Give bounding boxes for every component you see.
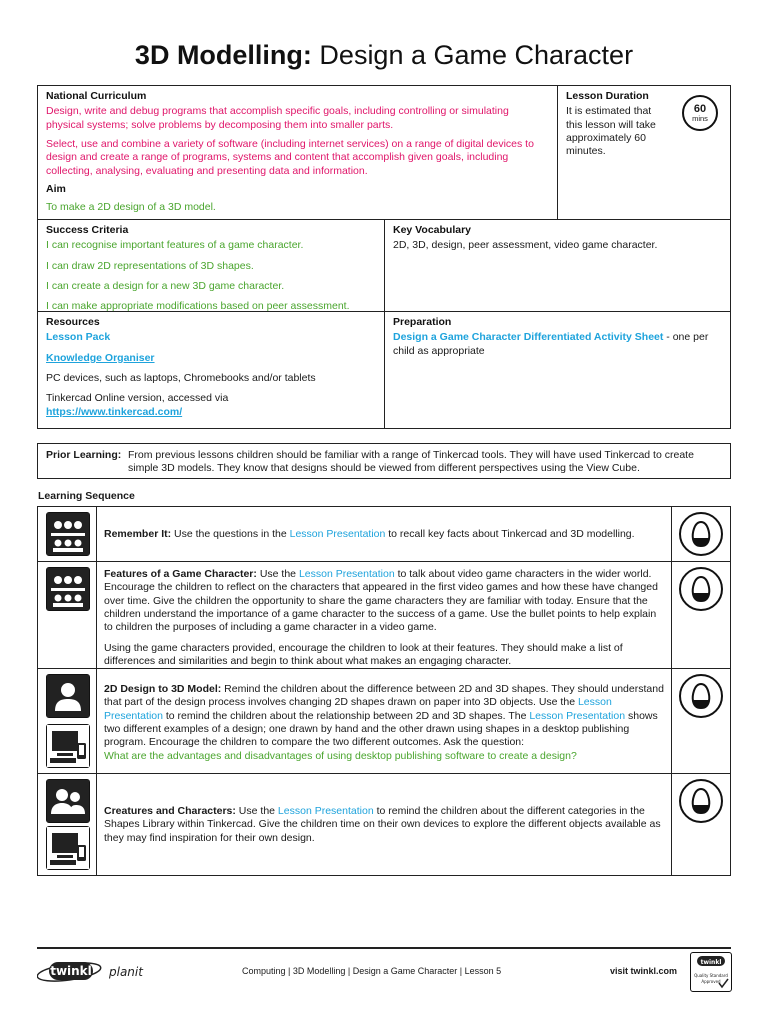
clock-icon — [682, 95, 718, 131]
lesson-duration-text: It is estimated that this lesson will take approximately 60 minutes. — [566, 105, 656, 158]
success-criterion: I can make appropriate modifications based on peer assessment. — [46, 300, 350, 313]
lesson-presentation-link[interactable]: Lesson Presentation — [298, 568, 395, 580]
egg-timer-icon — [679, 674, 723, 718]
step-text: to recall key facts about Tinkercad and 3D modelling. — [385, 528, 635, 540]
discussion-question: What are the advantages and disadvantages of using desktop publishing software to create a design? — [104, 749, 577, 762]
step-text: to talk about video game characters in the wider world. Encourage the children to reflect on the characters that appeared in the first video games and how these have changed over time. Give the children the opportunity to share the game characters they are familiar with today. Ensure that the children understand the importance of a game character to the success of a game. Use the bullet points to help explain to children the purposes of including a game character in a video game. — [104, 568, 658, 634]
logo-sub: planit — [109, 965, 143, 979]
preparation-rest: - one per child as appropriate — [393, 331, 709, 357]
title-rest: Design a Game Character — [311, 40, 634, 70]
lesson-duration-cell — [558, 86, 730, 219]
sequence-row — [38, 669, 730, 774]
success-criterion: I can create a design for a new 3D game character. — [46, 279, 285, 292]
svg-text:Quality Standard: Quality Standard — [694, 973, 728, 978]
learning-sequence-label: Learning Sequence — [38, 490, 135, 502]
success-criteria-cell — [38, 220, 384, 311]
key-vocabulary-cell — [385, 220, 730, 311]
egg-timer-icon — [679, 779, 723, 823]
lesson-presentation-link[interactable]: Lesson Presentation — [289, 528, 386, 540]
success-criteria-label: Success Criteria — [46, 224, 129, 236]
prior-learning-text: From previous lessons children should be familiar with a range of Tinkercad tools. They will have used Tinkercad to create simple 3D models. They know that designs should be viewed from different perspectives using the View Cube. — [128, 449, 694, 475]
twinkl-website-link[interactable]: visit twinkl.com — [610, 966, 678, 976]
curriculum-point-2: Select, use and combine a variety of software (including internet services) on a range of digital devices to design and create a range of programs, systems and content that accomplish given goals, including collecting, analysing, evaluating and presenting data and information. — [46, 137, 534, 177]
prior-learning-label: Prior Learning: — [46, 449, 122, 461]
lesson-pack-link[interactable]: Lesson Pack — [46, 331, 111, 344]
key-vocabulary-label: Key Vocabulary — [393, 224, 472, 236]
whole-class-icon — [46, 512, 90, 556]
knowledge-organiser-link[interactable]: Knowledge Organiser — [46, 351, 155, 364]
activity-sheet-link[interactable]: Design a Game Character Differentiated Activity Sheet — [393, 331, 664, 344]
twinkl-logo[interactable] — [37, 957, 167, 983]
resources-label: Resources — [46, 316, 100, 328]
aim-text: To make a 2D design of a 3D model. — [46, 201, 216, 214]
sequence-row — [38, 562, 730, 669]
step-title: Features of a Game Character: — [104, 568, 257, 580]
sequence-row — [38, 507, 730, 562]
national-curriculum-label: National Curriculum — [46, 90, 147, 102]
aim-label: Aim — [46, 182, 66, 195]
resources-cell — [38, 312, 384, 430]
devices-icon — [46, 826, 90, 870]
step-text: Remind the children about the difference between 2D and 3D shapes. They should understand that part of the design process involves changing 2D shapes drawn on paper into 3D objects. Use the — [104, 683, 664, 709]
step-title: Creatures and Characters: — [104, 805, 236, 817]
step-text: Use the — [235, 805, 278, 817]
lesson-duration-label: Lesson Duration — [566, 90, 649, 102]
svg-text:Approved: Approved — [701, 979, 721, 984]
individual-icon — [46, 674, 90, 718]
key-vocabulary-text: 2D, 3D, design, peer assessment, video game character. — [393, 239, 658, 252]
learning-sequence-table — [37, 506, 731, 876]
step-text: Using the game characters provided, encourage the children to look at their features. They should make a list of differences and similarities and begin to think about what makes an engaging character. — [104, 641, 623, 667]
whole-class-icon — [46, 567, 90, 611]
clock-number: 60 — [693, 103, 707, 115]
lesson-presentation-link[interactable]: Lesson Presentation — [529, 709, 626, 722]
step-text: Use the — [256, 568, 299, 580]
sequence-text — [104, 683, 664, 763]
preparation-cell — [385, 312, 730, 430]
resources-tinkercad: Tinkercad Online version, accessed via — [46, 392, 229, 405]
curriculum-point-1: Design, write and debug programs that accomplish specific goals, including controlling or simulating physical systems; solve problems by decomposing them into smaller parts. — [46, 105, 509, 131]
step-text: Use the questions in the — [171, 528, 290, 540]
clock-unit: mins — [692, 114, 708, 123]
prior-learning-box — [37, 443, 731, 479]
success-criterion: I can recognise important features of a game character. — [46, 239, 304, 252]
sequence-text — [104, 805, 664, 845]
step-title: Remember It: — [104, 528, 172, 540]
preparation-text — [393, 331, 722, 358]
badge-logo-text: twinkl — [700, 959, 722, 966]
step-text: to remind the children about the different categories in the Shapes Library within Tinkercad. Give the children time on their own devices to explore the different objects available as they may find inspiration for their own design. — [104, 805, 661, 844]
step-text: to remind the children about the relationship between 2D and 3D shapes. The — [162, 709, 530, 722]
quality-badge — [690, 952, 732, 992]
logo-text: twinkl — [50, 964, 92, 978]
sequence-text — [104, 568, 664, 668]
lesson-presentation-link[interactable]: Lesson Presentation — [104, 696, 612, 722]
title-bold: 3D Modelling: — [134, 40, 312, 70]
footer-divider — [37, 947, 731, 949]
lesson-info-table — [37, 85, 731, 429]
pair-icon — [46, 779, 90, 823]
lesson-presentation-link[interactable]: Lesson Presentation — [277, 805, 374, 817]
footer-lesson-info: Computing | 3D Modelling | Design a Game Character | Lesson 5 — [242, 966, 502, 976]
egg-timer-icon — [679, 512, 723, 556]
resources-devices: PC devices, such as laptops, Chromebooks and/or tablets — [46, 371, 316, 384]
national-curriculum-cell — [38, 86, 557, 219]
step-text: shows two different examples of a design; one drawn by hand and the other drawn using shapes in a desktop publishing program. Encourage the children to compare the two different outcomes. Ask the question: — [104, 709, 658, 749]
tinkercad-url-link[interactable]: https://www.tinkercad.com/ — [46, 405, 183, 418]
sequence-row — [38, 774, 730, 875]
preparation-label: Preparation — [393, 316, 452, 328]
success-criterion: I can draw 2D representations of 3D shapes. — [46, 259, 254, 272]
step-title: 2D Design to 3D Model: — [104, 683, 222, 695]
page-title — [0, 38, 768, 72]
devices-icon — [46, 724, 90, 768]
egg-timer-icon — [679, 567, 723, 611]
sequence-text — [104, 528, 664, 541]
